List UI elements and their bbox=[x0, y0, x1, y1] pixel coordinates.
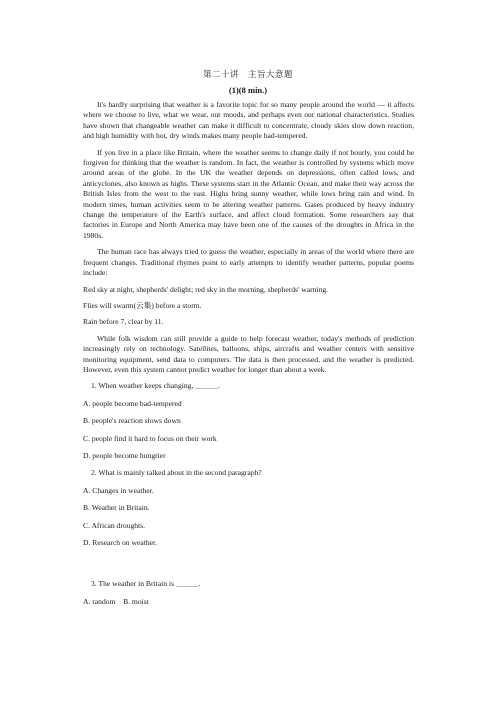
page-title: 第二十讲 主旨大意题 bbox=[202, 69, 293, 79]
option-d: D. Research on weather. bbox=[83, 538, 158, 547]
option-b: B. people's reaction slows down bbox=[83, 416, 181, 426]
option-c: C. African droughts. bbox=[83, 520, 146, 530]
rhyme-1: Red sky at night, shepherds' delight; red sky in the morning, shepherds' warning. bbox=[83, 284, 329, 294]
option-a: A. people become bad-tempered bbox=[83, 398, 182, 408]
question-1 bbox=[83, 381, 414, 461]
document-body bbox=[83, 100, 414, 614]
option-c: C. people find it hard to focus on their work bbox=[83, 433, 217, 443]
paragraph-1: It's hardly surprising that weather is a favorite topic for so many people around the world — it affects where we choose to live, what we wear, our moods, and perhaps even our national characteristics. Studies have shown that changeable weather can make it difficult to concentrate, cloudy skies slow down reaction, and high humidity with hot, dry winds makes many people bad-tempered. bbox=[83, 100, 414, 141]
question-2 bbox=[83, 468, 414, 548]
question-stem: 3. The weather in Britain is ＿＿＿. bbox=[91, 579, 201, 589]
option-b: B. Weather in Britain. bbox=[83, 503, 150, 513]
paragraph-closing: While folk wisdom can still provide a guide to help forecast weather, today's methods of prediction increasingly rely on technology. Satellites, balloons, ships, aircrafts and weather centers with sensitive monitoring equipment, send data to computers. The data is then processed, and the weather is predicted. However, even this system cannot predict weather for longer than about a week. bbox=[83, 333, 414, 374]
rhyme-2: Flies will swarm(云集) before a storm. bbox=[83, 300, 202, 310]
page-subtitle: (1)(8 min.) bbox=[228, 85, 268, 95]
spacer bbox=[83, 555, 414, 579]
question-3 bbox=[83, 579, 414, 607]
rhyme-3: Rain before 7, clear by 11. bbox=[83, 317, 164, 327]
option-d: D. people become hungrier bbox=[83, 450, 166, 460]
question-stem: 2. What is mainly talked about in the second paragraph? bbox=[91, 468, 262, 478]
paragraph-3: The human race has always tried to guess the weather, especially in areas of the world where there are frequent changes. Traditional rhymes point to early attempts to identify weather patterns, popular poems include: bbox=[83, 247, 414, 278]
option-a: A. Changes in weather. bbox=[83, 485, 154, 495]
question-stem: 1. When weather keeps changing, ＿＿＿. bbox=[91, 381, 220, 391]
option-ab: A. random B. moist bbox=[83, 596, 149, 606]
paragraph-2: If you live in a place like Britain, where the weather seems to change daily if not hourly, you could be forgiven for thinking that the weather is random. In fact, the weather is controlled by systems which move around areas of the globe. In the UK the weather depends on depressions, often called lows, and anticyclones, also known as highs. These systems start in the Atlantic Ocean, and make their way across the British Isles from the west to the east. Highs bring sunny weather, while lows bring rain and wind. In modern times, human activities seem to be altering weather patterns. Gases produced by heavy industry change the temperature of the Earth's surface, and affect cloud formation. Some researchers say that factories in Europe and North America may have been one of the causes of the droughts in Africa in the 1980s. bbox=[83, 147, 414, 240]
